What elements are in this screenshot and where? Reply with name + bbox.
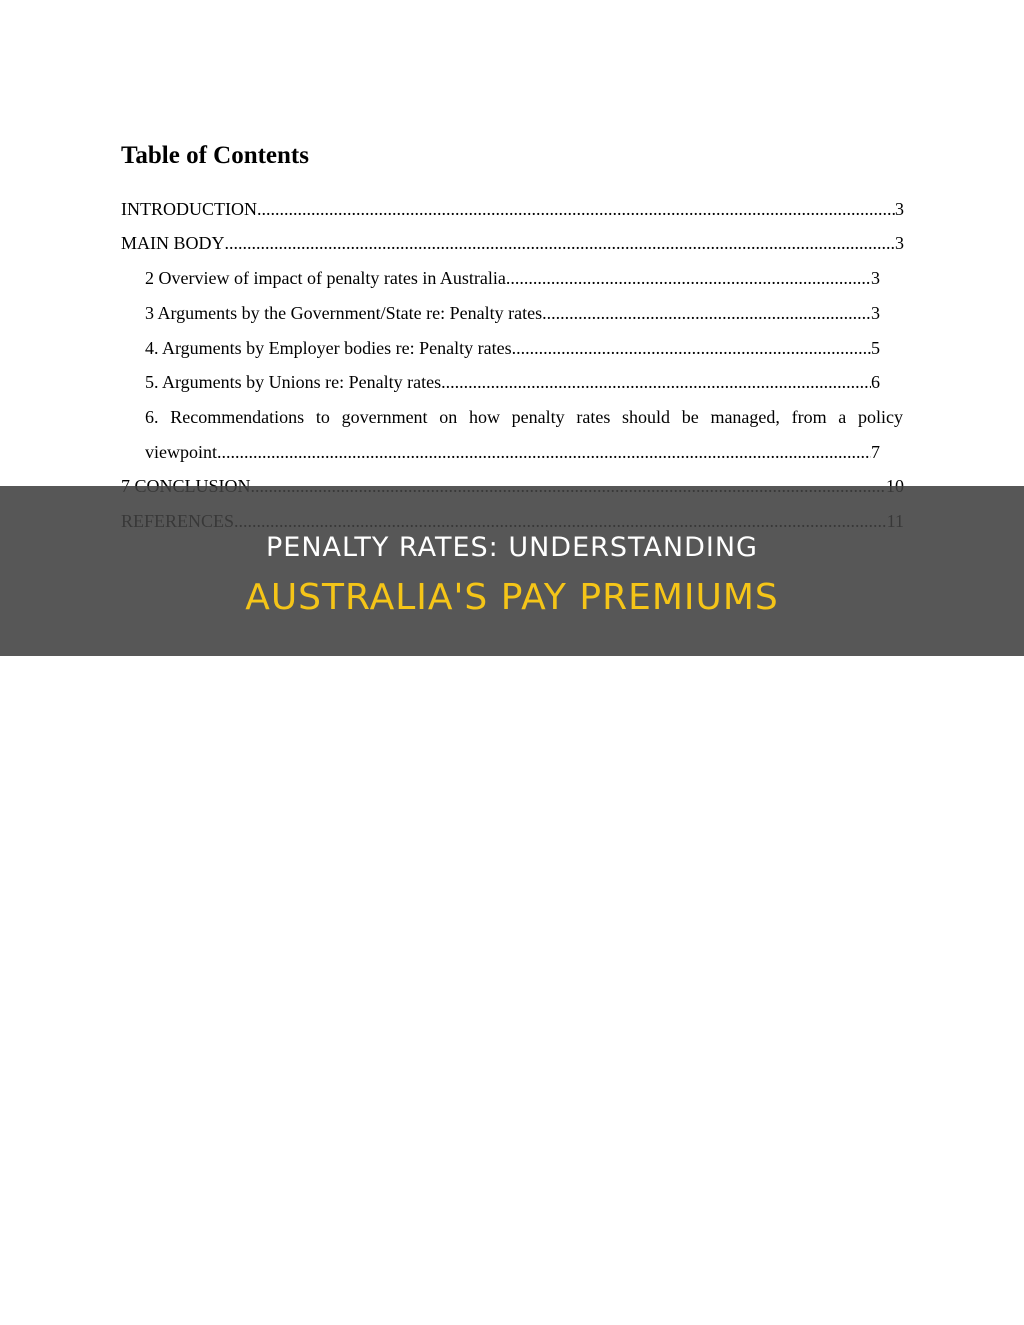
toc-entry-label: 3 Arguments by the Government/State re: Penalty rates	[145, 303, 543, 323]
toc-entry-recommendations-line1[interactable]: 6. Recommendations to government on how penalty rates should be managed, from a policy	[145, 407, 903, 427]
toc-entry-label: 4. Arguments by Employer bodies re: Penalty rates	[145, 338, 512, 358]
title-banner	[0, 486, 1024, 656]
toc-leader	[217, 440, 871, 464]
toc-entry-introduction[interactable]	[121, 197, 904, 221]
toc-page-number: 6	[871, 372, 880, 392]
toc-leader	[225, 231, 896, 255]
toc-page-number: 3	[871, 303, 880, 323]
toc-leader	[441, 370, 871, 394]
banner-title-line1: PENALTY RATES: UNDERSTANDING	[266, 532, 758, 563]
banner-title-line2: AUSTRALIA'S PAY PREMIUMS	[245, 577, 779, 618]
toc-entry-main-body[interactable]	[121, 231, 904, 255]
toc-entry-union-arguments[interactable]	[145, 370, 880, 394]
toc-entry-government-arguments[interactable]	[145, 301, 880, 325]
toc-entry-label: viewpoint	[145, 442, 217, 462]
toc-page-number: 3	[895, 233, 904, 253]
toc-entry-overview[interactable]	[145, 266, 880, 290]
toc-title: Table of Contents	[121, 142, 309, 169]
toc-leader	[506, 266, 871, 290]
toc-entry-label: 2 Overview of impact of penalty rates in Australia	[145, 268, 506, 288]
toc-entry-label: MAIN BODY	[121, 233, 225, 253]
toc-entry-employer-arguments[interactable]	[145, 336, 880, 360]
toc-page-number: 5	[871, 338, 880, 358]
toc-page-number: 3	[895, 199, 904, 219]
toc-entry-label: 5. Arguments by Unions re: Penalty rates	[145, 372, 442, 392]
toc-page-number: 3	[871, 268, 880, 288]
toc-leader	[257, 197, 895, 221]
toc-leader	[512, 336, 871, 360]
toc-entry-label: INTRODUCTION	[121, 199, 257, 219]
toc-page-number: 7	[871, 442, 880, 462]
toc-entry-recommendations[interactable]	[145, 440, 880, 464]
toc-leader	[542, 301, 871, 325]
